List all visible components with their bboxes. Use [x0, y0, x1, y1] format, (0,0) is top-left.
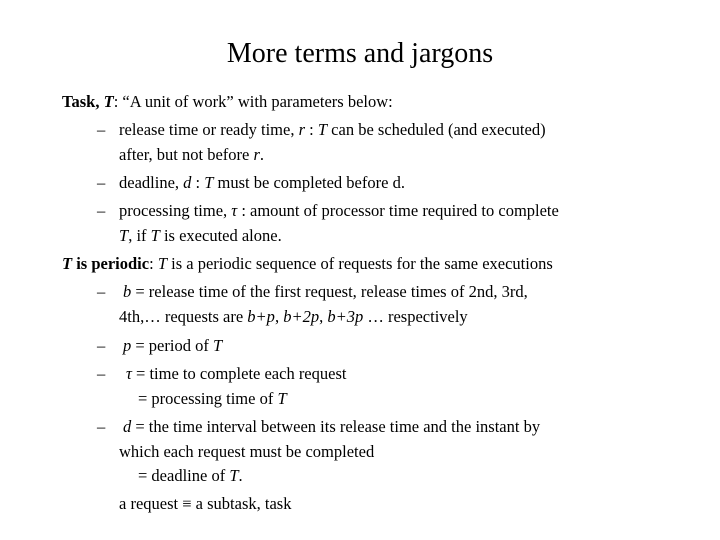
processing-cont-rest: is executed alone.	[159, 226, 282, 245]
footer-text: a request	[119, 494, 183, 513]
task-label: Task,	[62, 92, 104, 111]
deadline-line	[97, 173, 405, 193]
d-item-text: = the time interval between its release time and the instant by	[131, 417, 541, 436]
task-symbol: T	[204, 173, 214, 192]
tau-item-line-cont	[138, 389, 287, 409]
b-item-line-cont	[119, 307, 468, 327]
p-item-text: = period of	[131, 336, 213, 355]
periodic-line	[62, 254, 553, 274]
deadline-text: deadline,	[119, 173, 184, 192]
comma: ,	[274, 307, 284, 326]
processing-text-rest: : amount of processor time required to complete	[237, 201, 559, 220]
bullet-dash: –	[97, 201, 106, 220]
periodic-label: is periodic	[72, 254, 150, 273]
release-symbol: r	[253, 145, 260, 164]
b-item-line	[97, 282, 528, 302]
d-item-cont2-text: = deadline of	[138, 466, 230, 485]
processing-line-cont	[119, 226, 282, 246]
d-item-cont-text: which each request must be completed	[119, 442, 375, 461]
processing-text: processing time,	[119, 201, 232, 220]
d-symbol: d	[123, 417, 132, 436]
periodic-colon: :	[149, 254, 158, 273]
bullet-dash: –	[97, 336, 106, 355]
tau-symbol: τ	[126, 364, 132, 383]
processing-cont-text: , if	[128, 226, 151, 245]
tau-item-text: = time to complete each request	[131, 364, 347, 383]
release-text: release time or ready time,	[119, 120, 299, 139]
footer-text-rest: a subtask, task	[191, 494, 292, 513]
release-text-rest: can be scheduled (and executed)	[327, 120, 546, 139]
period: .	[238, 466, 243, 485]
task-symbol: T	[277, 389, 287, 408]
bullet-dash: –	[97, 282, 106, 301]
task-line	[62, 92, 393, 112]
bullet-dash: –	[97, 417, 106, 436]
b-item-cont-rest: … respectively	[363, 307, 468, 326]
p-symbol: p	[123, 336, 132, 355]
footer-line	[119, 494, 291, 514]
b-plus-3p: b+3p	[327, 307, 364, 326]
deadline-sep: :	[191, 173, 205, 192]
task-symbol: T	[229, 466, 239, 485]
b-item-cont-text: 4th,… requests are	[119, 307, 248, 326]
release-line-cont	[119, 145, 264, 165]
task-symbol: T	[119, 226, 129, 245]
d-item-line-cont	[119, 442, 374, 462]
task-symbol: T	[150, 226, 160, 245]
comma: ,	[319, 307, 328, 326]
deadline-text-rest: must be completed before d.	[213, 173, 405, 192]
p-item-line	[97, 336, 222, 356]
task-symbol: T	[212, 336, 223, 355]
bullet-dash: –	[97, 173, 106, 192]
tau-item-line	[97, 364, 346, 384]
b-item-text: = release time of the first request, release times of 2nd, 3rd,	[131, 282, 528, 301]
task-description: : “A unit of work” with parameters below:	[113, 92, 393, 111]
deadline-symbol: d	[183, 173, 192, 192]
release-symbol: r	[298, 120, 306, 139]
release-cont-period: .	[259, 145, 265, 164]
b-plus-p: b+p	[247, 307, 275, 326]
release-cont-text: after, but not before	[119, 145, 254, 164]
slide-title: More terms and jargons	[226, 38, 494, 69]
b-plus-2p: b+2p	[283, 307, 320, 326]
equiv-symbol: ≡	[182, 494, 192, 513]
task-symbol: T	[103, 92, 114, 111]
release-line	[97, 120, 546, 140]
task-symbol: T	[62, 254, 73, 273]
tau-item-cont-text: = processing time of	[138, 389, 278, 408]
tau-symbol: τ	[231, 201, 238, 220]
task-symbol: T	[317, 120, 328, 139]
b-symbol: b	[123, 282, 132, 301]
periodic-description: is a periodic sequence of requests for the same executions	[167, 254, 553, 273]
bullet-dash: –	[97, 120, 106, 139]
d-item-line	[97, 417, 540, 437]
processing-line	[97, 201, 559, 221]
d-item-line-cont2	[138, 466, 243, 486]
task-symbol: T	[157, 254, 167, 273]
bullet-dash: –	[97, 364, 106, 383]
release-sep: :	[305, 120, 318, 139]
